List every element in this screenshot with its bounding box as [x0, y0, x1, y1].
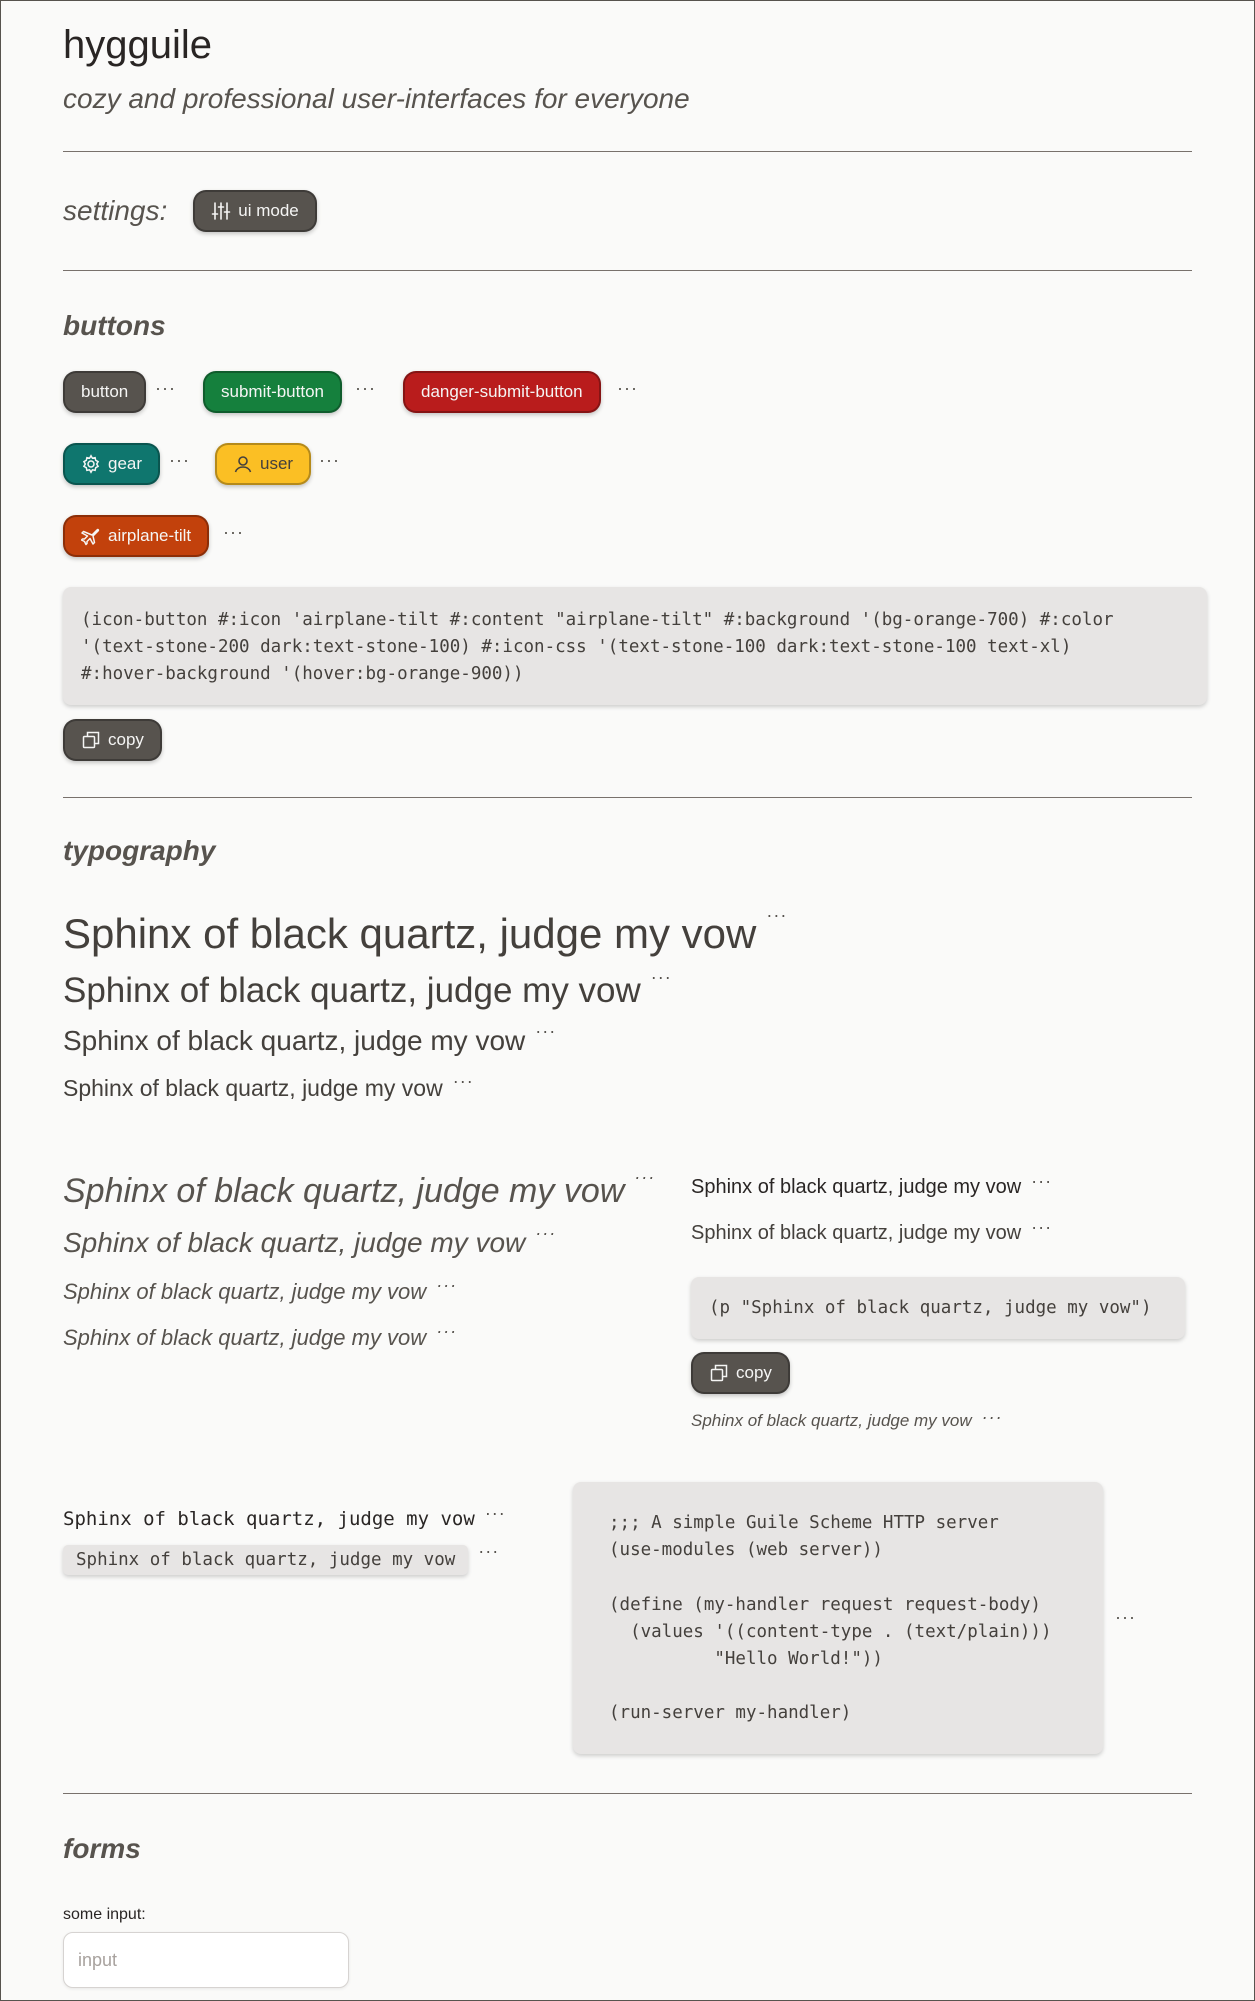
airplane-tilt-icon: [81, 526, 101, 546]
button-demo-label: button: [81, 382, 129, 401]
heading-h4-more[interactable]: ···: [452, 1071, 474, 1091]
buttons-title: buttons: [63, 310, 166, 341]
mono-text: Sphinx of black quartz, judge my vow: [63, 1508, 475, 1530]
mono-sample: [63, 1503, 506, 1532]
copy-label: copy: [108, 730, 144, 749]
italic-medium-more[interactable]: ···: [535, 1223, 557, 1243]
heading-h1-text: Sphinx of black quartz, judge my vow: [63, 910, 757, 957]
paragraph-sample: [691, 1217, 1053, 1246]
gear-button-more[interactable]: ···: [169, 450, 190, 470]
heading-h2-more[interactable]: ···: [650, 967, 672, 987]
caption-text: Sphinx of black quartz, judge my vow: [691, 1411, 972, 1430]
airplane-tilt-more[interactable]: ···: [223, 522, 244, 542]
heading-h4-sample: [63, 1071, 474, 1102]
user-icon: [233, 454, 253, 474]
heading-h4-text: Sphinx of black quartz, judge my vow: [63, 1075, 443, 1101]
inline-code-text: Sphinx of black quartz, judge my vow: [63, 1545, 468, 1575]
buttons-section: [63, 271, 1192, 797]
italic-large-text: Sphinx of black quartz, judge my vow: [63, 1172, 625, 1210]
heading-h1-sample: [63, 905, 788, 960]
scheme-server-code[interactable]: ;;; A simple Guile Scheme HTTP server (use-modules (web server)) (define (my-handler request request-body) (values '((content-type . (text/plain))) "Hello World!")) (run-server my-handler): [573, 1482, 1103, 1754]
paragraph-bold-text: Sphinx of black quartz, judge my vow: [691, 1176, 1022, 1198]
gear-icon: [81, 454, 101, 474]
italic-small-more-2[interactable]: ···: [436, 1321, 458, 1341]
button-demo[interactable]: [63, 371, 146, 413]
inline-code-more[interactable]: ···: [478, 1541, 500, 1561]
copy-icon: [81, 730, 101, 750]
ui-mode-label: ui mode: [238, 201, 299, 220]
copy-button[interactable]: [63, 719, 162, 761]
danger-submit-button-more[interactable]: ···: [617, 378, 638, 398]
heading-h2-sample: [63, 967, 672, 1012]
site-tagline: cozy and professional user-interfaces for everyone: [63, 83, 690, 114]
settings-row: [63, 152, 1192, 270]
user-button[interactable]: [215, 443, 311, 485]
italic-large-sample: [63, 1167, 656, 1212]
paragraph-bold-sample: [691, 1171, 1053, 1200]
sliders-icon: [211, 201, 231, 221]
paragraph-more[interactable]: ···: [1031, 1217, 1053, 1237]
italic-medium-sample: [63, 1223, 557, 1260]
button-demo-more[interactable]: ···: [155, 378, 176, 398]
forms-section: [63, 1794, 1192, 1994]
italic-small-text-2: Sphinx of black quartz, judge my vow: [63, 1325, 427, 1350]
heading-h3-text: Sphinx of black quartz, judge my vow: [63, 1025, 526, 1056]
submit-button-demo[interactable]: [203, 371, 342, 413]
paragraph-code[interactable]: (p "Sphinx of black quartz, judge my vow"): [691, 1277, 1185, 1339]
forms-title: forms: [63, 1833, 141, 1864]
user-button-more[interactable]: ···: [319, 450, 340, 470]
copy-label: copy: [736, 1363, 772, 1382]
submit-button-label: submit-button: [221, 382, 324, 401]
italic-small-sample: [63, 1275, 458, 1306]
ui-mode-button[interactable]: [193, 190, 316, 232]
some-input-field[interactable]: [63, 1932, 349, 1988]
italic-medium-text: Sphinx of black quartz, judge my vow: [63, 1227, 526, 1258]
page: [1, 1, 1254, 1994]
site-title: hygguile: [63, 23, 213, 67]
danger-submit-button-label: danger-submit-button: [421, 382, 583, 401]
caption-sample: [691, 1407, 1003, 1432]
italic-large-more[interactable]: ···: [634, 1167, 656, 1187]
typography-section: [63, 798, 1192, 1793]
gear-label: gear: [108, 454, 143, 473]
italic-small-text: Sphinx of black quartz, judge my vow: [63, 1279, 427, 1304]
paragraph-bold-more[interactable]: ···: [1031, 1171, 1053, 1191]
scheme-code-more[interactable]: ···: [1115, 1607, 1136, 1627]
input-label: some input:: [63, 1906, 146, 1923]
copy-icon: [709, 1363, 729, 1383]
italic-small-sample-2: [63, 1321, 458, 1352]
airplane-tilt-button[interactable]: [63, 515, 209, 557]
danger-submit-button-demo[interactable]: [403, 371, 601, 413]
heading-h2-text: Sphinx of black quartz, judge my vow: [63, 971, 641, 1010]
mono-more[interactable]: ···: [484, 1503, 506, 1523]
italic-small-more[interactable]: ···: [436, 1275, 458, 1295]
heading-h1-more[interactable]: ···: [766, 905, 788, 925]
caption-more[interactable]: ···: [981, 1407, 1003, 1427]
gear-button[interactable]: [63, 443, 160, 485]
heading-h3-more[interactable]: ···: [535, 1021, 557, 1041]
settings-label: settings:: [63, 195, 168, 226]
airplane-tilt-label: airplane-tilt: [108, 526, 192, 545]
copy-button[interactable]: [691, 1352, 790, 1394]
submit-button-more[interactable]: ···: [355, 378, 376, 398]
icon-button-code[interactable]: (icon-button #:icon 'airplane-tilt #:content "airplane-tilt" #:background '(bg-orange-700) #:color '(text-stone-200 dark:text-stone-100) #:icon-css '(text-stone-100 dark:text-stone-100 text-xl) #:hover-background '(hover:bg-orange-900)): [63, 587, 1207, 705]
inline-code-sample: [63, 1541, 500, 1575]
heading-h3-sample: [63, 1021, 557, 1058]
typography-title: typography: [63, 835, 216, 866]
paragraph-text: Sphinx of black quartz, judge my vow: [691, 1222, 1022, 1244]
user-label: user: [260, 454, 294, 473]
